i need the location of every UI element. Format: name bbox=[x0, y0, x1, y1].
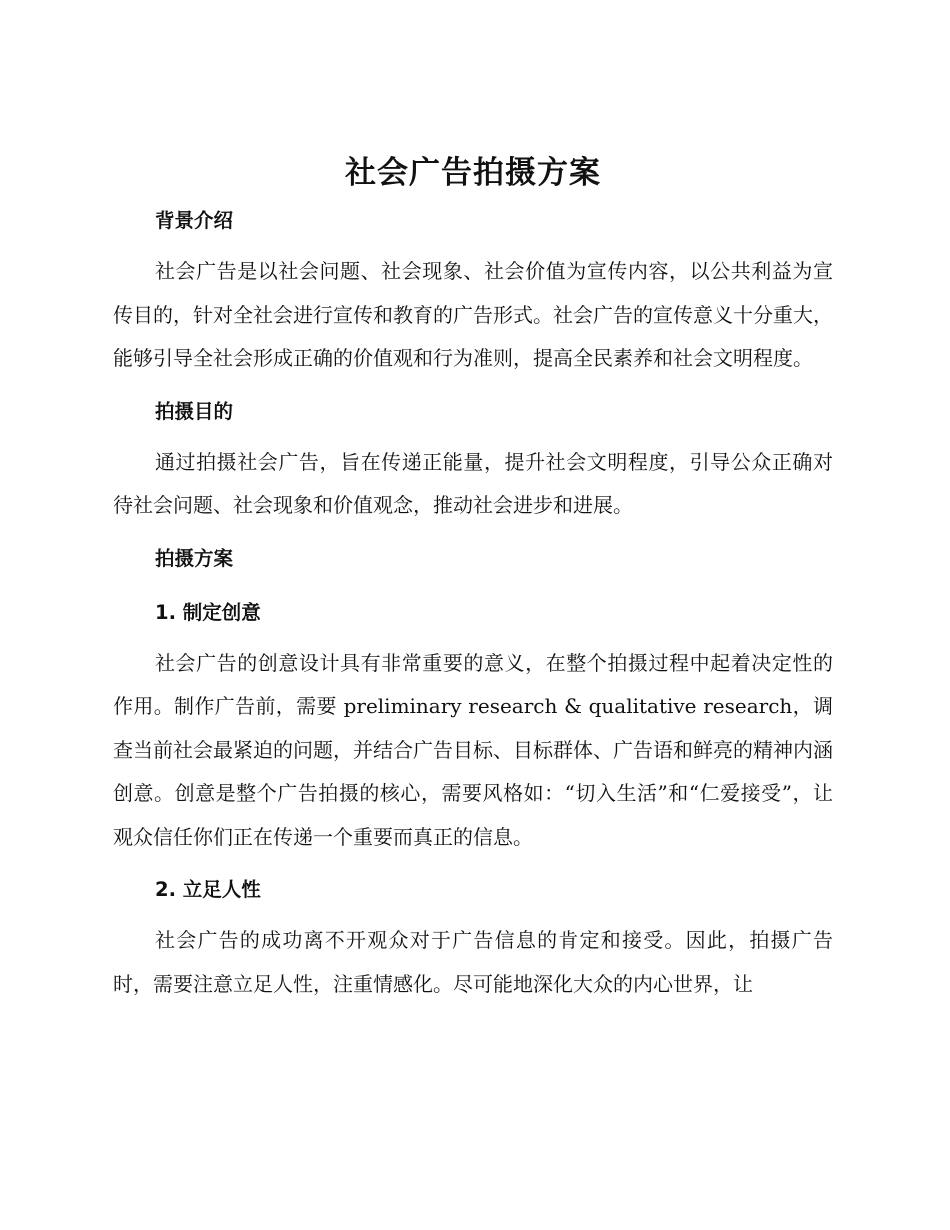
subsection-paragraph-humanity: 社会广告的成功离不开观众对于广告信息的肯定和接受。因此，拍摄广告时，需要注意立足人性，注重情感化。尽可能地深化大众的内心世界，让 bbox=[113, 928, 833, 996]
section-heading-plan: 拍摄方案 bbox=[155, 546, 234, 570]
subsection-heading-humanity: 2. 立足人性 bbox=[155, 878, 261, 901]
section-paragraph-background: 社会广告是以社会问题、社会现象、社会价值为宣传内容，以公共利益为宣传目的，针对全社会进行宣传和教育的广告形式。社会广告的宣传意义十分重大，能够引导全社会形成正确的价值观和行为准则，提高全民素养和社会文明程度。 bbox=[113, 259, 833, 370]
subsection-heading-creative: 1. 制定创意 bbox=[155, 600, 261, 624]
document-title: 社会广告拍摄方案 bbox=[345, 155, 601, 191]
section-paragraph-purpose: 通过拍摄社会广告，旨在传递正能量，提升社会文明程度，引导公众正确对待社会问题、社会现象和价值观念，推动社会进步和进展。 bbox=[113, 449, 833, 517]
document-body bbox=[113, 150, 833, 1006]
section-heading-purpose: 拍摄目的 bbox=[155, 399, 234, 423]
section-heading-background: 背景介绍 bbox=[155, 209, 234, 232]
subsection-paragraph-creative: 社会广告的创意设计具有非常重要的意义，在整个拍摄过程中起着决定性的作用。制作广告前，需要 preliminary research & qualitative research，调查当前社会最紧迫的问题，并结合广告目标、目标群体、广告语和鲜亮的精神内涵创意。创意是整个广告拍摄的核心，需要风格如：“切入生活”和“仁爱接受”，让观众信任你们正在传递一个重要而真正的信息。 bbox=[113, 650, 833, 849]
